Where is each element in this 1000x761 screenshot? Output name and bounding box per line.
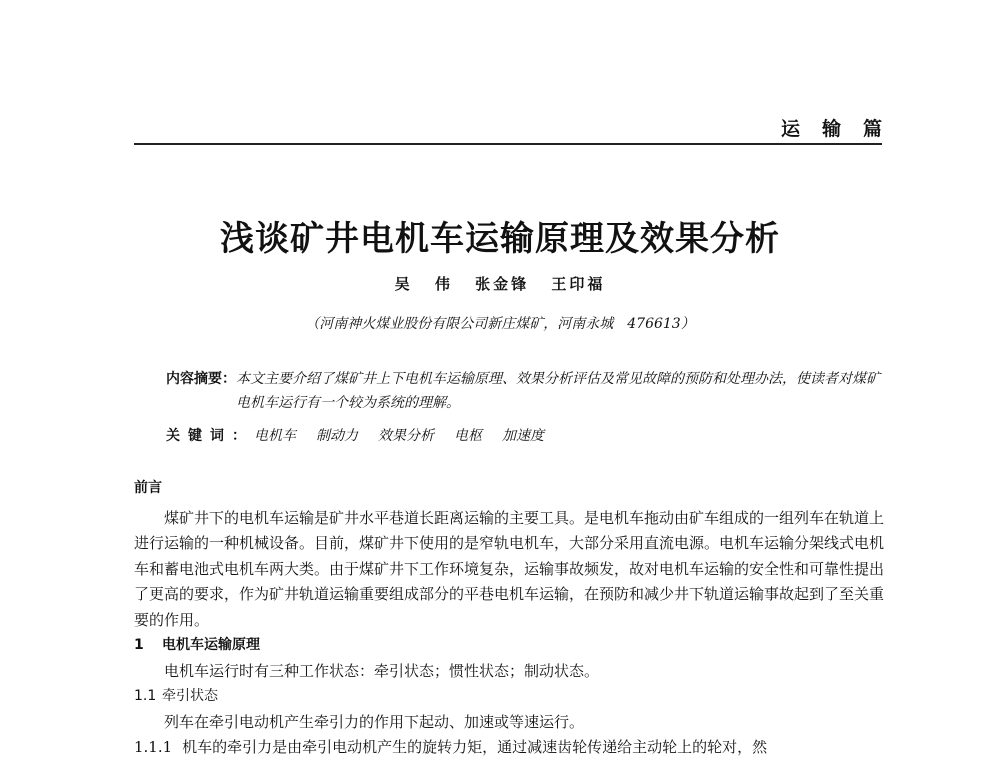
keyword: 电枢 — [454, 428, 482, 444]
section-title: 牵引状态 — [162, 688, 218, 704]
section-number: 1.1.1 — [134, 738, 173, 756]
article-title: 浅谈矿井电机车运输原理及效果分析 — [220, 219, 780, 259]
keyword: 加速度 — [502, 428, 544, 444]
section-header: 运输篇 — [780, 118, 904, 140]
section-1-heading — [134, 633, 884, 659]
preface-paragraph: 煤矿井下的电机车运输是矿井水平巷道长距离运输的主要工具。是电机车拖动由矿车组成的一组列车在轨道上进行运输的一种机械设备。目前，煤矿井下使用的是窄轨电机车，大部分采用直流电源。电机车运输分架线式电机车和蓄电池式电机车两大类。由于煤矿井下工作环境复杂，运输事故频发，故对电机车运输的安全性和可靠性提出了更高的要求，作为矿井轨道运输重要组成部分的平巷电机车运输，在预防和减少井下轨道运输事故起到了至关重要的作用。 — [134, 508, 885, 629]
section-1-1-text: 列车在牵引电动机产生牵引力的作用下起动、加速或等速运行。 — [164, 712, 585, 731]
section-1-text: 电机车运行时有三种工作状态：牵引状态；惯性状态；制动状态。 — [164, 661, 600, 680]
section-1-1-heading — [134, 684, 884, 710]
header-rule — [134, 143, 882, 145]
abstract-text: 本文主要介绍了煤矿井上下电机车运输原理、效果分析评估及常见故障的预防和处理办法，使读者对煤矿电机车运行有一个较为系统的理解。 — [236, 371, 880, 411]
keywords — [166, 424, 564, 448]
section-number: 1.1 — [134, 688, 157, 704]
section-title: 电机车运输原理 — [162, 637, 260, 653]
abstract-label: 内容摘要： — [166, 371, 236, 387]
keywords-label: 关键词： — [166, 428, 254, 444]
author: 王印福 — [551, 275, 606, 293]
keyword: 效果分析 — [378, 428, 434, 444]
section-body: 机车的牵引力是由牵引电动机产生的旋转力矩，通过减速齿轮传递给主动轮上的轮对，然 — [182, 738, 768, 756]
main-content — [134, 476, 884, 761]
author-list — [0, 273, 1000, 294]
preface-heading: 前言 — [134, 480, 162, 496]
section-1-1-1-text — [134, 735, 884, 761]
keyword: 电机车 — [254, 428, 296, 444]
keyword: 制动力 — [316, 428, 358, 444]
section-number: 1 — [134, 637, 144, 653]
author: 张金锋 — [475, 275, 530, 293]
author: 吴 伟 — [394, 275, 453, 293]
abstract — [166, 367, 884, 415]
affiliation: （河南神火煤业股份有限公司新庄煤矿，河南永城 476613） — [305, 316, 695, 332]
